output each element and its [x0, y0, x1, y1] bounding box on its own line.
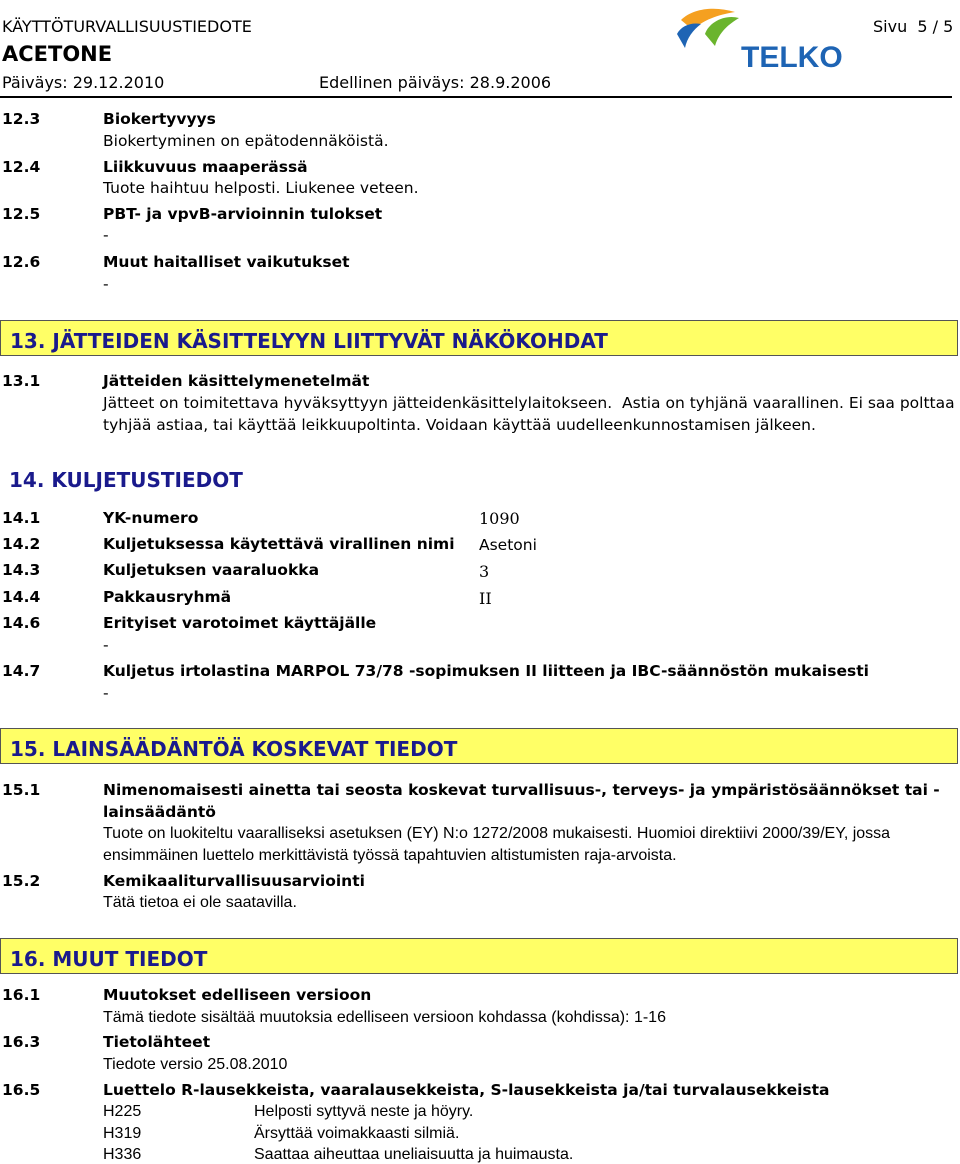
section-number: 16.5: [2, 1081, 41, 1099]
date: Päiväys: 29.12.2010: [2, 73, 165, 92]
section-14-title: 14. KULJETUSTIEDOT: [9, 468, 243, 492]
row-number: 14.7: [2, 662, 41, 680]
statement-code: H319: [103, 1125, 142, 1142]
section-heading: Kemikaaliturvallisuusarviointi: [103, 872, 365, 890]
row-text: -: [103, 684, 109, 702]
row-label: Kuljetuksen vaaraluokka: [103, 561, 320, 579]
statement-text: Helposti syttyvä neste ja höyry.: [254, 1103, 474, 1120]
section-text: Tuote haihtuu helposti. Liukenee veteen.: [103, 179, 419, 197]
section-text: ensimmäinen luettelo merkittävistä työssä tapahtuvien altistumisten raja-arvoista.: [103, 847, 677, 864]
section-16-bar: [0, 938, 958, 974]
section-number: 16.1: [2, 986, 41, 1004]
section-heading: Jätteiden käsittelymenetelmät: [103, 372, 370, 390]
section-heading: Muut haitalliset vaikutukset: [103, 253, 350, 271]
section-number: 13.1: [2, 372, 41, 390]
document-type: KÄYTTÖTURVALLISUUSTIEDOTE: [2, 17, 252, 36]
row-number: 14.4: [2, 588, 41, 606]
row-value: 1090: [479, 509, 520, 528]
row-number: 14.3: [2, 561, 41, 579]
row-label: Pakkausryhmä: [103, 588, 232, 606]
section-number: 12.5: [2, 205, 41, 223]
section-heading: PBT- ja vpvB-arvioinnin tulokset: [103, 205, 383, 223]
section-text: Jätteet on toimitettava hyväksyttyyn jätteidenkäsittelylaitokseen. Astia on tyhjänä vaarallinen. Ei saa polttaa: [103, 394, 955, 412]
statement-code: H225: [103, 1103, 142, 1120]
section-text: Tämä tiedote sisältää muutoksia edelliseen versioon kohdassa (kohdissa): 1-16: [103, 1009, 666, 1026]
section-heading: Muutokset edelliseen versioon: [103, 986, 372, 1004]
section-number: 15.1: [2, 781, 41, 799]
row-label: Erityiset varotoimet käyttäjälle: [103, 614, 377, 632]
section-heading: Tietolähteet: [103, 1033, 211, 1051]
section-number: 12.4: [2, 158, 41, 176]
statement-text: Saattaa aiheuttaa uneliaisuutta ja huimausta.: [254, 1146, 574, 1163]
section-text: Tätä tietoa ei ole saatavilla.: [103, 894, 297, 911]
logo-text: TELKO: [741, 41, 843, 70]
section-text: -: [103, 275, 109, 293]
previous-date: Edellinen päiväys: 28.9.2006: [319, 73, 552, 92]
section-heading: Luettelo R-lausekkeista, vaaralausekkeista, S-lausekkeista ja/tai turvalausekkeista: [103, 1081, 830, 1099]
row-label: YK-numero: [103, 509, 199, 527]
statement-code: H336: [103, 1146, 142, 1163]
row-value: 3: [479, 562, 490, 581]
section-number: 15.2: [2, 872, 41, 890]
telko-logo-mark: [675, 4, 845, 70]
section-text: Tiedote versio 25.08.2010: [103, 1056, 288, 1073]
row-text: -: [103, 636, 109, 654]
section-text: -: [103, 226, 109, 244]
section-heading: Liikkuvuus maaperässä: [103, 158, 308, 176]
section-heading: Nimenomaisesti ainetta tai seosta koskevat turvallisuus-, terveys- ja ympäristösäännökset tai -: [103, 781, 940, 799]
statement-text: Ärsyttää voimakkaasti silmiä.: [254, 1125, 460, 1142]
row-number: 14.1: [2, 509, 41, 527]
section-13-title: 13. JÄTTEIDEN KÄSITTELYYN LIITTYVÄT NÄKÖKOHDAT: [10, 329, 608, 353]
row-value: II: [479, 589, 492, 608]
page-number: Sivu 5 / 5: [873, 17, 954, 36]
section-16-title: 16. MUUT TIEDOT: [10, 947, 208, 971]
row-number: 14.2: [2, 535, 41, 553]
section-15-bar: [0, 728, 958, 764]
section-number: 16.3: [2, 1033, 41, 1051]
section-heading-cont: lainsäädäntö: [103, 803, 216, 821]
section-text: tyhjää astiaa, tai käyttää leikkuupoltinta. Voidaan käyttää uudelleenkunnostamisen jälkeen.: [103, 416, 816, 434]
row-number: 14.6: [2, 614, 41, 632]
row-label: Kuljetuksessa käytettävä virallinen nimi: [103, 535, 455, 553]
section-13-bar: [0, 320, 958, 356]
header-rule: [0, 96, 952, 98]
section-text: Biokertyminen on epätodennäköistä.: [103, 132, 389, 150]
section-number: 12.3: [2, 110, 41, 128]
product-name: ACETONE: [2, 42, 113, 66]
row-value: Asetoni: [479, 536, 537, 554]
telko-logo: [675, 4, 845, 70]
section-15-title: 15. LAINSÄÄDÄNTÖÄ KOSKEVAT TIEDOT: [10, 737, 458, 761]
section-number: 12.6: [2, 253, 41, 271]
section-text: Tuote on luokiteltu vaaralliseksi asetuksen (EY) N:o 1272/2008 mukaisesti. Huomioi direktiivi 2000/39/EY, jossa: [103, 825, 891, 842]
section-heading: Biokertyvyys: [103, 110, 216, 128]
row-label: Kuljetus irtolastina MARPOL 73/78 -sopimuksen II liitteen ja IBC-säännöstön mukaisesti: [103, 662, 869, 680]
